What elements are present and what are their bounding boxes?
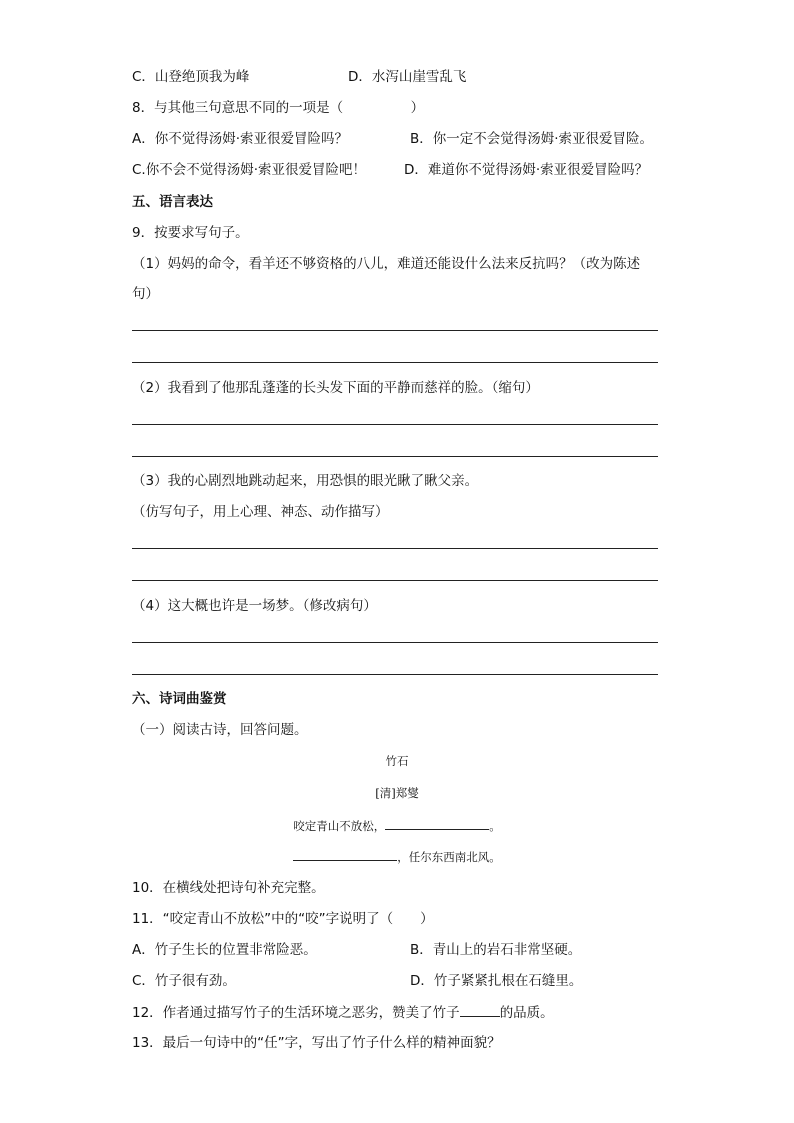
q11-option-c: C．竹子很有劲。 <box>132 973 236 989</box>
q9-stem: 9．按要求写句子。 <box>132 225 249 241</box>
poem-line-1-end: 。 <box>489 819 501 833</box>
q9-item2: （2）我看到了他那乱蓬蓬的长头发下面的平静而慈祥的脸。（缩句） <box>132 380 539 396</box>
q8-option-d: D．难道你不觉得汤姆·索亚很爱冒险吗？ <box>404 162 649 178</box>
q13-stem: 13．最后一句诗中的“任”字，写出了竹子什么样的精神面貌？ <box>132 1035 501 1051</box>
poem-line-2 <box>0 847 794 866</box>
answer-line[interactable] <box>132 548 658 549</box>
q8-option-b: B．你一定不会觉得汤姆·索亚很爱冒险。 <box>410 131 654 147</box>
q9-item1-line2: 句） <box>132 286 159 302</box>
section-title-poetry: 六、诗词曲鉴赏 <box>132 691 227 707</box>
q9-item3-line2: （仿写句子，用上心理、神态、动作描写） <box>132 504 389 520</box>
answer-line[interactable] <box>132 580 658 581</box>
answer-line[interactable] <box>132 330 658 331</box>
q11-option-b: B．青山上的岩石非常坚硬。 <box>410 942 582 958</box>
poem-line-2-end: ，任尔东西南北风。 <box>397 850 501 864</box>
part-label: （一）阅读古诗，回答问题。 <box>132 722 308 738</box>
q9-item3-line1: （3）我的心剧烈地跳动起来，用恐惧的眼光瞅了瞅父亲。 <box>132 473 479 489</box>
answer-line[interactable] <box>132 362 658 363</box>
q8-option-c: C.你不会不觉得汤姆·索亚很爱冒险吧！ <box>132 162 367 178</box>
poem-blank-1[interactable] <box>385 816 489 830</box>
section-title-language: 五、语言表达 <box>132 194 213 210</box>
q7-option-d: D．水泻山崖雪乱飞 <box>348 69 467 85</box>
answer-line[interactable] <box>132 642 658 643</box>
answer-line[interactable] <box>132 424 658 425</box>
poem-title: 竹石 <box>385 754 409 768</box>
q12-stem <box>132 1002 554 1023</box>
answer-line[interactable] <box>132 456 658 457</box>
q9-item4: （4）这大概也许是一场梦。（修改病句） <box>132 598 377 614</box>
q8-option-a: A．你不觉得汤姆·索亚很爱冒险吗？ <box>132 131 349 147</box>
poem-blank-2[interactable] <box>293 847 397 861</box>
q12-blank[interactable] <box>460 1002 500 1017</box>
q10-stem: 10．在横线处把诗句补充完整。 <box>132 880 325 896</box>
q8-stem: 8．与其他三句意思不同的一项是（ ） <box>132 100 425 116</box>
q7-option-c: C．山登绝顶我为峰 <box>132 69 250 85</box>
q11-stem: 11．“咬定青山不放松”中的“咬”字说明了（ ） <box>132 911 434 927</box>
q11-option-d: D．竹子紧紧扎根在石缝里。 <box>410 973 583 989</box>
q12-stem-before: 12．作者通过描写竹子的生活环境之恶劣，赞美了竹子 <box>132 1005 460 1021</box>
poem-author: [清]郑燮 <box>375 786 419 800</box>
q11-option-a: A．竹子生长的位置非常险恶。 <box>132 942 317 958</box>
q12-stem-after: 的品质。 <box>499 1005 554 1021</box>
q9-item1-line1: （1）妈妈的命令，看羊还不够资格的八儿，难道还能设什么法来反抗吗？（改为陈述 <box>132 256 641 272</box>
poem-line-1-text: 咬定青山不放松， <box>293 819 386 833</box>
answer-line[interactable] <box>132 674 658 675</box>
poem-line-1 <box>0 816 794 835</box>
